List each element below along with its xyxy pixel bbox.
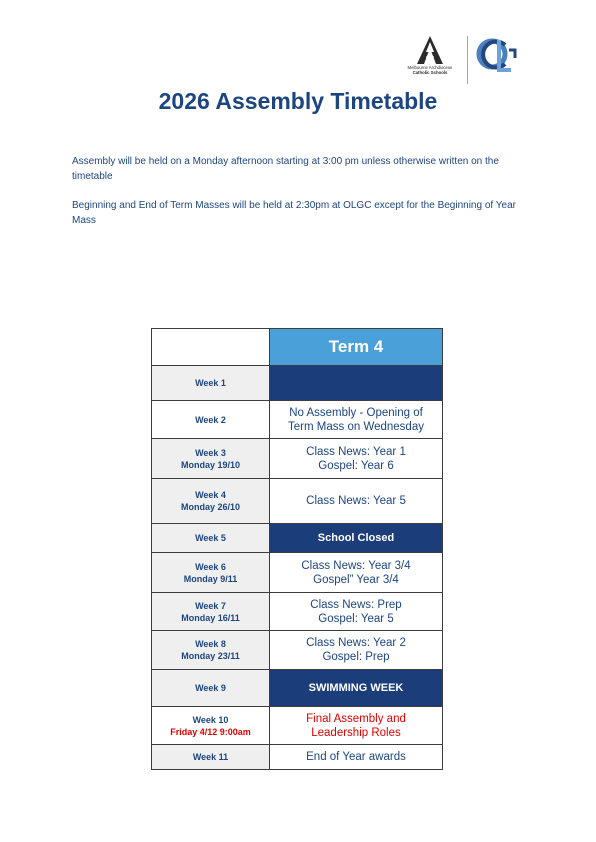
- week-cell: [152, 401, 270, 439]
- olgc-logo: [474, 36, 520, 81]
- week-cell: [152, 707, 270, 745]
- olgc-monogram-icon: [475, 36, 519, 76]
- table-row: [152, 553, 443, 593]
- week-cell: [152, 439, 270, 479]
- event-line-1: Class News: Year 3/4: [301, 559, 411, 572]
- table-row: [152, 707, 443, 745]
- event-cell: [270, 439, 443, 479]
- week-label: Week 2: [195, 414, 226, 425]
- event-line-1: No Assembly - Opening of: [289, 406, 423, 419]
- event-cell: [270, 670, 443, 707]
- table-row: [152, 401, 443, 439]
- event-line-2: Gospel” Year 3/4: [313, 573, 399, 586]
- event-line-1: SWIMMING WEEK: [308, 682, 404, 694]
- event-line-1: Class News: Year 1: [306, 445, 406, 458]
- week-label: Week 6: [195, 561, 226, 572]
- school-logos: [397, 36, 520, 84]
- week-date: Monday 26/10: [180, 502, 241, 512]
- week-cell: [152, 670, 270, 707]
- event-cell: [270, 479, 443, 524]
- table-header-row: [152, 329, 443, 366]
- olgc-logo-caption: [497, 77, 498, 81]
- mcs-mountain-icon: [417, 36, 443, 64]
- event-line-1: Final Assembly and: [306, 712, 406, 725]
- week-cell: [152, 366, 270, 401]
- assembly-timetable: [151, 328, 443, 770]
- event-cell: [270, 707, 443, 745]
- event-line-2: Gospel: Year 6: [318, 459, 394, 472]
- event-cell: [270, 553, 443, 593]
- event-line-1: Class News: Year 5: [306, 495, 406, 507]
- week-label: Week 9: [195, 683, 226, 693]
- week-date: Monday 19/10: [180, 459, 241, 470]
- table-row: [152, 524, 443, 553]
- event-line-1: Class News: Year 2: [306, 637, 406, 649]
- week-cell: [152, 631, 270, 670]
- table-row: [152, 479, 443, 524]
- week-cell: [152, 553, 270, 593]
- table-row: [152, 745, 443, 770]
- mcs-logo-line2: Catholic Schools: [412, 70, 448, 75]
- week-cell: [152, 593, 270, 631]
- intro-paragraph-assembly-time: Assembly will be held on a Monday afternoon starting at 3:00 pm unless otherwise written on the timetable: [72, 156, 499, 182]
- logo-divider: [467, 36, 468, 84]
- event-cell: [270, 593, 443, 631]
- event-cell: [270, 745, 443, 770]
- table-row: [152, 670, 443, 707]
- week-date: Monday 16/11: [181, 612, 240, 623]
- week-date: Friday 4/12 9:00am: [170, 726, 251, 737]
- week-cell: [152, 479, 270, 524]
- event-line-1: Class News: Prep: [310, 598, 402, 611]
- event-cell: [270, 631, 443, 670]
- mcs-logo: [397, 36, 463, 75]
- week-label: Week 3: [195, 447, 226, 458]
- event-line-2: Gospel: Prep: [322, 651, 390, 663]
- mcs-logo-line1: Melbourne Archdiocese: [407, 65, 453, 70]
- week-label: Week 7: [195, 600, 226, 611]
- event-line-1: End of Year awards: [306, 751, 406, 763]
- event-line-2: Leadership Roles: [311, 726, 401, 739]
- event-cell: [270, 366, 443, 401]
- week-cell: [152, 524, 270, 553]
- event-line-2: Term Mass on Wednesday: [288, 420, 424, 433]
- page-title: 2026 Assembly Timetable: [158, 88, 438, 114]
- week-label: Week 4: [195, 490, 226, 500]
- week-date: Monday 9/11: [183, 573, 238, 584]
- intro-paragraph-masses: Beginning and End of Term Masses will be held at 2:30pm at OLGC except for the Beginning of Year Mass: [72, 200, 516, 226]
- week-label: Week 8: [195, 639, 226, 649]
- mcs-logo-text: [408, 65, 453, 75]
- table-row: [152, 593, 443, 631]
- table-row: [152, 366, 443, 401]
- week-label: Week 1: [195, 378, 226, 388]
- event-line-1: School Closed: [317, 532, 395, 544]
- event-cell: [270, 401, 443, 439]
- week-label: Week 5: [195, 533, 226, 543]
- week-label: Week 11: [192, 752, 229, 762]
- table-row: [152, 439, 443, 479]
- week-date: Monday 23/11: [181, 651, 240, 661]
- term-header: Term 4: [270, 329, 443, 366]
- week-label: Week 10: [192, 714, 229, 725]
- event-line-2: Gospel: Year 5: [318, 612, 394, 625]
- week-cell: [152, 745, 270, 770]
- event-cell: [270, 524, 443, 553]
- header-blank-cell: [152, 329, 270, 366]
- table-row: [152, 631, 443, 670]
